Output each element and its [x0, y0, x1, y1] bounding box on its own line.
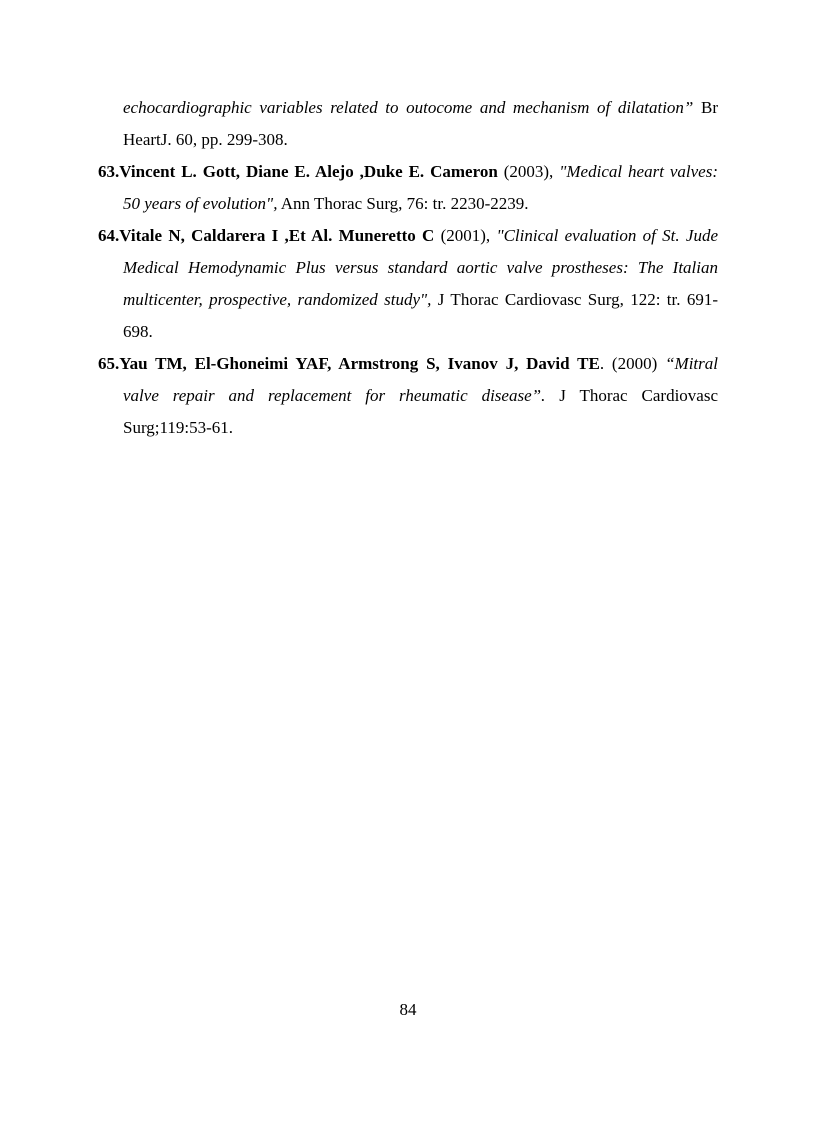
reference-title: “Mitral valve repair and replacement for rheumatic disease”. [123, 354, 718, 405]
reference-authors: Vincent L. Gott, Diane E. Alejo ,Duke E. Cameron [119, 162, 498, 181]
reference-year: (2001), [434, 226, 497, 245]
reference-source: J Thorac Cardiovasc Surg;119:53-61. [123, 386, 718, 437]
reference-title: echocardiographic variables related to outocome and mechanism of dilatation” [123, 98, 694, 117]
reference-year: (2003), [497, 162, 560, 181]
reference-year: . (2000) [599, 354, 666, 373]
reference-item-64 [98, 220, 718, 348]
reference-number: 65. [98, 354, 120, 373]
reference-source: Br HeartJ. 60, pp. 299-308. [123, 98, 718, 149]
reference-number: 64. [98, 226, 120, 245]
reference-authors: Yau TM, El-Ghoneimi YAF, Armstrong S, Ivanov J, David TE [119, 354, 600, 373]
reference-item-62-continuation [98, 92, 718, 156]
page-number: 84 [399, 1000, 417, 1019]
reference-source: Ann Thorac Surg, 76: tr. 2230-2239. [277, 194, 529, 213]
reference-item-65 [98, 348, 718, 444]
reference-title: "Medical heart valves: 50 years of evolution", [123, 162, 718, 213]
reference-list [98, 92, 718, 444]
reference-source: J Thorac Cardiovasc Surg, 122: tr. 691-698. [123, 290, 718, 341]
reference-title: "Clinical evaluation of St. Jude Medical Hemodynamic Plus versus standard aortic valve prostheses: The Italian multicenter, prospective, randomized study", [123, 226, 719, 309]
reference-number: 63. [98, 162, 120, 181]
reference-item-63 [98, 156, 718, 220]
reference-authors: Vitale N, Caldarera I ,Et Al. Muneretto C [119, 226, 435, 245]
